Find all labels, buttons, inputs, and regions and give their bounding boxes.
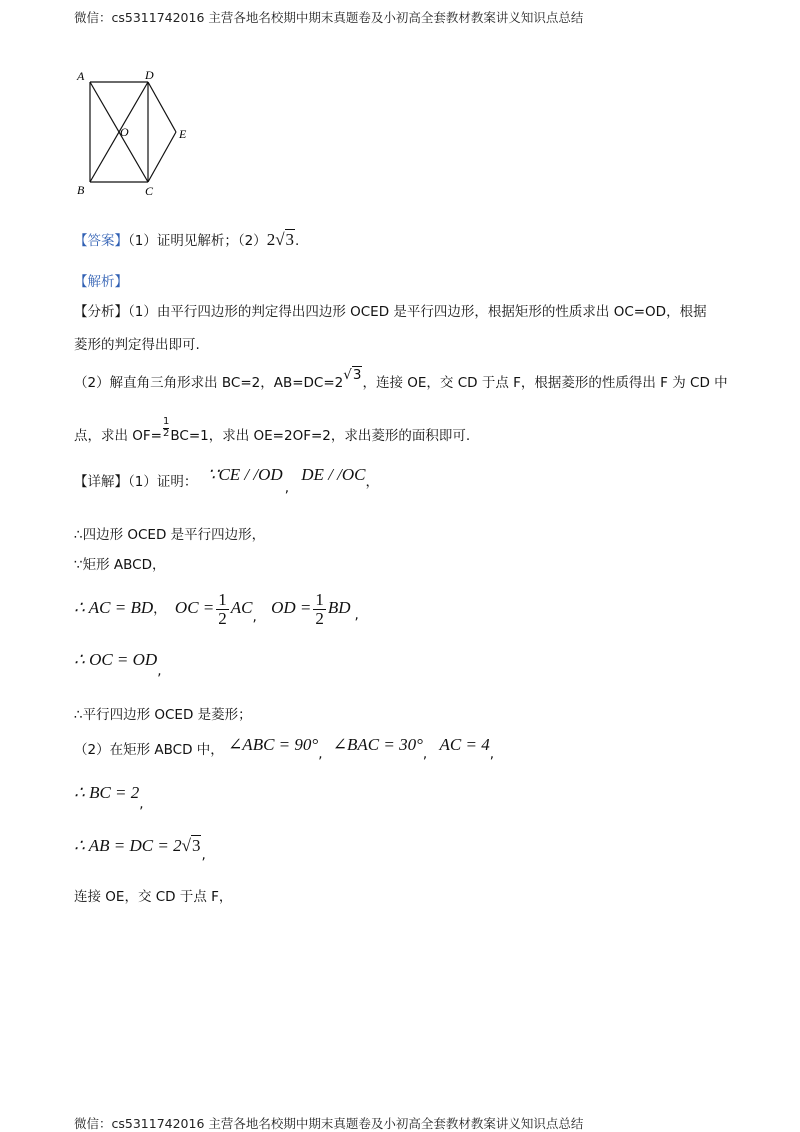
label-a: A xyxy=(77,69,85,83)
detail-line-5: ∴ OC = OD, xyxy=(74,650,162,679)
stmt-oc-half-ac: OC = $\frac{1}{2}$ AC xyxy=(174,589,253,628)
detail-line-3: ∵矩形 ABCD， xyxy=(74,557,166,573)
detail-line-8: ∴ BC = 2, xyxy=(74,783,144,812)
detail-line-1: 【详解】（1）证明： ∵CE / /OD, DE / /OC， xyxy=(74,465,380,496)
stmt-de-parallel-oc: DE / /OC xyxy=(301,465,366,484)
label-o: O xyxy=(120,125,129,139)
page-footer: 微信：cs5311742016 主营各地名校期中期末真题卷及小初高全套教材教案讲义知识点总结 xyxy=(74,1116,584,1131)
stmt-od-half-bd: OD = $\frac{1}{2}$ BD xyxy=(271,589,351,628)
stmt-angle-bac: ∠BAC = 30° xyxy=(332,735,423,754)
stmt-ce-parallel-od: ∵CE / /OD xyxy=(207,465,283,484)
stmt-oc-eq-od: ∴ OC = OD xyxy=(74,650,158,669)
label-c: C xyxy=(145,184,154,198)
detail-sqrt: √3 xyxy=(181,836,201,855)
label-e: E xyxy=(179,127,187,141)
detail-tag: 【详解】 xyxy=(74,474,128,490)
edge-ce xyxy=(148,132,176,182)
stmt-ac-eq-4: AC = 4 xyxy=(439,735,490,754)
answer-end: . xyxy=(295,233,300,249)
detail-line-6: ∴平行四边形 OCED 是菱形； xyxy=(74,707,252,723)
answer-tag: 【答案】 xyxy=(74,233,128,249)
analysis-sqrt: √3 xyxy=(343,367,362,383)
stmt-angle-abc: ∠ABC = 90° xyxy=(228,735,319,754)
analysis-line-4: 点，求出 OF= $\frac{1}{2}$ BC=1，求出 OE=2OF=2，求出菱形的面积即可. xyxy=(74,416,471,444)
answer-sqrt: √3 xyxy=(275,230,295,249)
stmt-bc-eq-2: ∴ BC = 2 xyxy=(74,783,140,802)
analysis-line-2: 菱形的判定得出即可. xyxy=(74,337,200,353)
analysis-line-3: （2）解直角三角形求出 BC=2，AB=DC=2√3，连接 OE，交 CD 于点 F，根据菱形的性质得出 F 为 CD 中 xyxy=(74,367,728,391)
answer-coef: 2 xyxy=(266,230,276,249)
half-fraction: $\frac{1}{2}$ xyxy=(163,416,170,439)
geometry-figure xyxy=(72,68,202,198)
answer-text: （1）证明见解析；（2） xyxy=(128,233,267,249)
stmt-ab-eq-dc: ∴ AB = DC = 2 xyxy=(74,836,182,855)
analysis-line-1: 【分析】（1）由平行四边形的判定得出四边形 OCED 是平行四边形，根据矩形的性质求出 OC=OD，根据 xyxy=(74,304,707,320)
detail-line-9: ∴ AB = DC = 2√3, xyxy=(74,836,206,863)
detail-line-4: ∴ AC = BD， OC = $\frac{1}{2}$ AC, OD = $\frac{1}{2}$ BD , xyxy=(74,589,359,628)
analysis-tag: 【解析】 xyxy=(74,274,128,290)
detail-line-10: 连接 OE，交 CD 于点 F， xyxy=(74,889,233,905)
answer-line xyxy=(74,229,299,250)
page-header: 微信：cs5311742016 主营各地名校期中期末真题卷及小初高全套教材教案讲义知识点总结 xyxy=(74,10,584,25)
label-d: D xyxy=(145,68,154,82)
detail-line-2: ∴四边形 OCED 是平行四边形， xyxy=(74,527,266,543)
label-b: B xyxy=(77,183,85,197)
stmt-ac-eq-bd: ∴ AC = BD xyxy=(74,598,154,617)
detail-line-7: （2）在矩形 ABCD 中， ∠ABC = 90°, ∠BAC = 30°, AC = 4, xyxy=(74,735,494,762)
edge-de xyxy=(148,82,176,132)
fenxi-tag: 【分析】 xyxy=(74,304,128,320)
